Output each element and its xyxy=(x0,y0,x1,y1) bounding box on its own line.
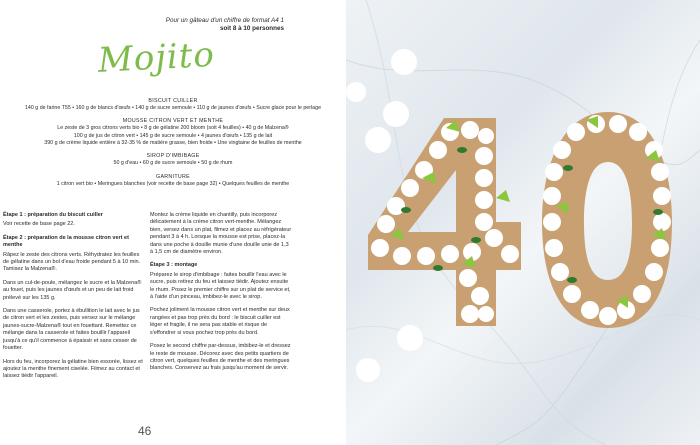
step-text: Posez le second chiffre par-dessus, imbibez-le et dressez le reste de mousse. Décorez avec des petits quartiers de citron vert, quelques feuilles de menthe et des meringues blanches. Conservez au frais jusqu'au moment de servir. xyxy=(150,343,291,372)
ingredient-line: Le zeste de 3 gros citrons verts bio • 8 g de gélatine 200 bloom (soit 4 feuilles) • 40 g de Malzena® xyxy=(57,125,289,132)
section-heading: SIROP D'IMBIBAGE xyxy=(146,153,200,159)
page-number: 46 xyxy=(138,424,152,438)
step-text: Pochez joliment la mousse citron vert et menthe sur deux rangées et pas trop près du bord : le biscuit cuiller est léger et fragile, il ne sera pas stable et risque de s'effondrer si vous pochez trop près du bord. xyxy=(150,307,290,336)
cake-photo xyxy=(346,0,700,445)
ingredients-biscuit xyxy=(0,98,346,113)
ingredient-line: 100 g de jus de citron vert • 145 g de sucre semoule • 4 jaunes d'œufs • 135 g de lait xyxy=(73,132,273,139)
step-text: Dans une casserole, portez à ébullition le lait avec le jus de citron vert et les zestes, puis versez sur le mélange jaunes-sucre-Malzena® tout en fouettant. Remettez ce mélange dans la casserole et faites bouillir l'appareil jusqu'à ce qu'il commence à épaissir et sans cesser de fouetter. xyxy=(3,308,140,352)
ingredients-mousse xyxy=(0,118,346,147)
ingredient-line: 390 g de crème liquide entière à 32-35 % de matière grasse, bien froide • Une vingtaine de feuilles de menthe xyxy=(44,139,302,146)
steps-column-1 xyxy=(3,212,143,387)
format-note xyxy=(166,17,284,33)
ingredients-garniture xyxy=(0,174,346,189)
step-title: Étape 1 : préparation du biscuit cuiller xyxy=(3,212,103,218)
section-heading: BISCUIT CUILLER xyxy=(148,98,198,104)
step-text: Râpez le zeste des citrons verts. Réhydratez les feuilles de gélatine dans un bol d'eau froide pendant 5 à 10 min. Tamisez la Malzena®. xyxy=(3,251,141,273)
step-title: Étape 3 : montage xyxy=(150,262,198,269)
recipe-page xyxy=(0,0,346,445)
steps-column-2 xyxy=(150,212,292,379)
step-text: Hors du feu, incorporez la gélatine bien essorée, lissez et ajoutez la menthe finement ciselée. Filmez au contact et laissez tiédir l'appareil. xyxy=(3,358,143,380)
ingredient-line: 50 g d'eau • 60 g de sucre semoule • 50 g de rhum xyxy=(113,160,233,167)
section-heading: MOUSSE CITRON VERT ET MENTHE xyxy=(122,118,224,124)
step-text: Dans un cul-de-poule, mélangez le sucre et la Malzena® au fouet, puis les jaunes d'œufs et un peu de lait froid prélevé sur les 135 g. xyxy=(3,279,142,301)
number-forty-cake xyxy=(346,0,700,445)
step-text: Voir recette de base page 22. xyxy=(3,221,75,228)
step-title: Étape 2 : préparation de la mousse citron vert et menthe xyxy=(3,234,129,249)
step-text: Montez la crème liquide en chantilly, puis incorporez délicatement à la crème citron vert-menthe. Mélangez bien, versez dans un plat, filmez et placez au réfrigérateur pendant 3 à 4 h. Lorsque la mousse est prise, placez-la dans une poche à douille munie d'une douille unie de 1,3 à 1,5 cm de diamètre environ. xyxy=(150,212,292,256)
recipe-title: Mojito xyxy=(97,34,216,81)
ingredient-line: 140 g de farine T55 • 160 g de blancs d'œufs • 140 g de sucre semoule • 110 g de jaunes d'œufs • Sucre glace pour le perlage xyxy=(24,105,322,112)
section-heading: GARNITURE xyxy=(156,174,190,180)
servings: soit 8 à 10 personnes xyxy=(219,25,284,32)
format-line: Pour un gâteau d'un chiffre de format A4 1 xyxy=(165,17,284,24)
ingredients-sirop xyxy=(0,153,346,168)
step-text: Préparez le sirop d'imbibage : faites bouillir l'eau avec le sucre, puis retirez du feu et laissez tiédir. Ajoutez ensuite le rhum. Posez le premier chiffre sur un plat de service et, à l'aide d'un pinceau, imbibez-le avec le sirop. xyxy=(150,271,291,301)
ingredient-line: 1 citron vert bio • Meringues blanches (voir recette de base page 32) • Quelques feuilles de menthe xyxy=(56,181,290,188)
